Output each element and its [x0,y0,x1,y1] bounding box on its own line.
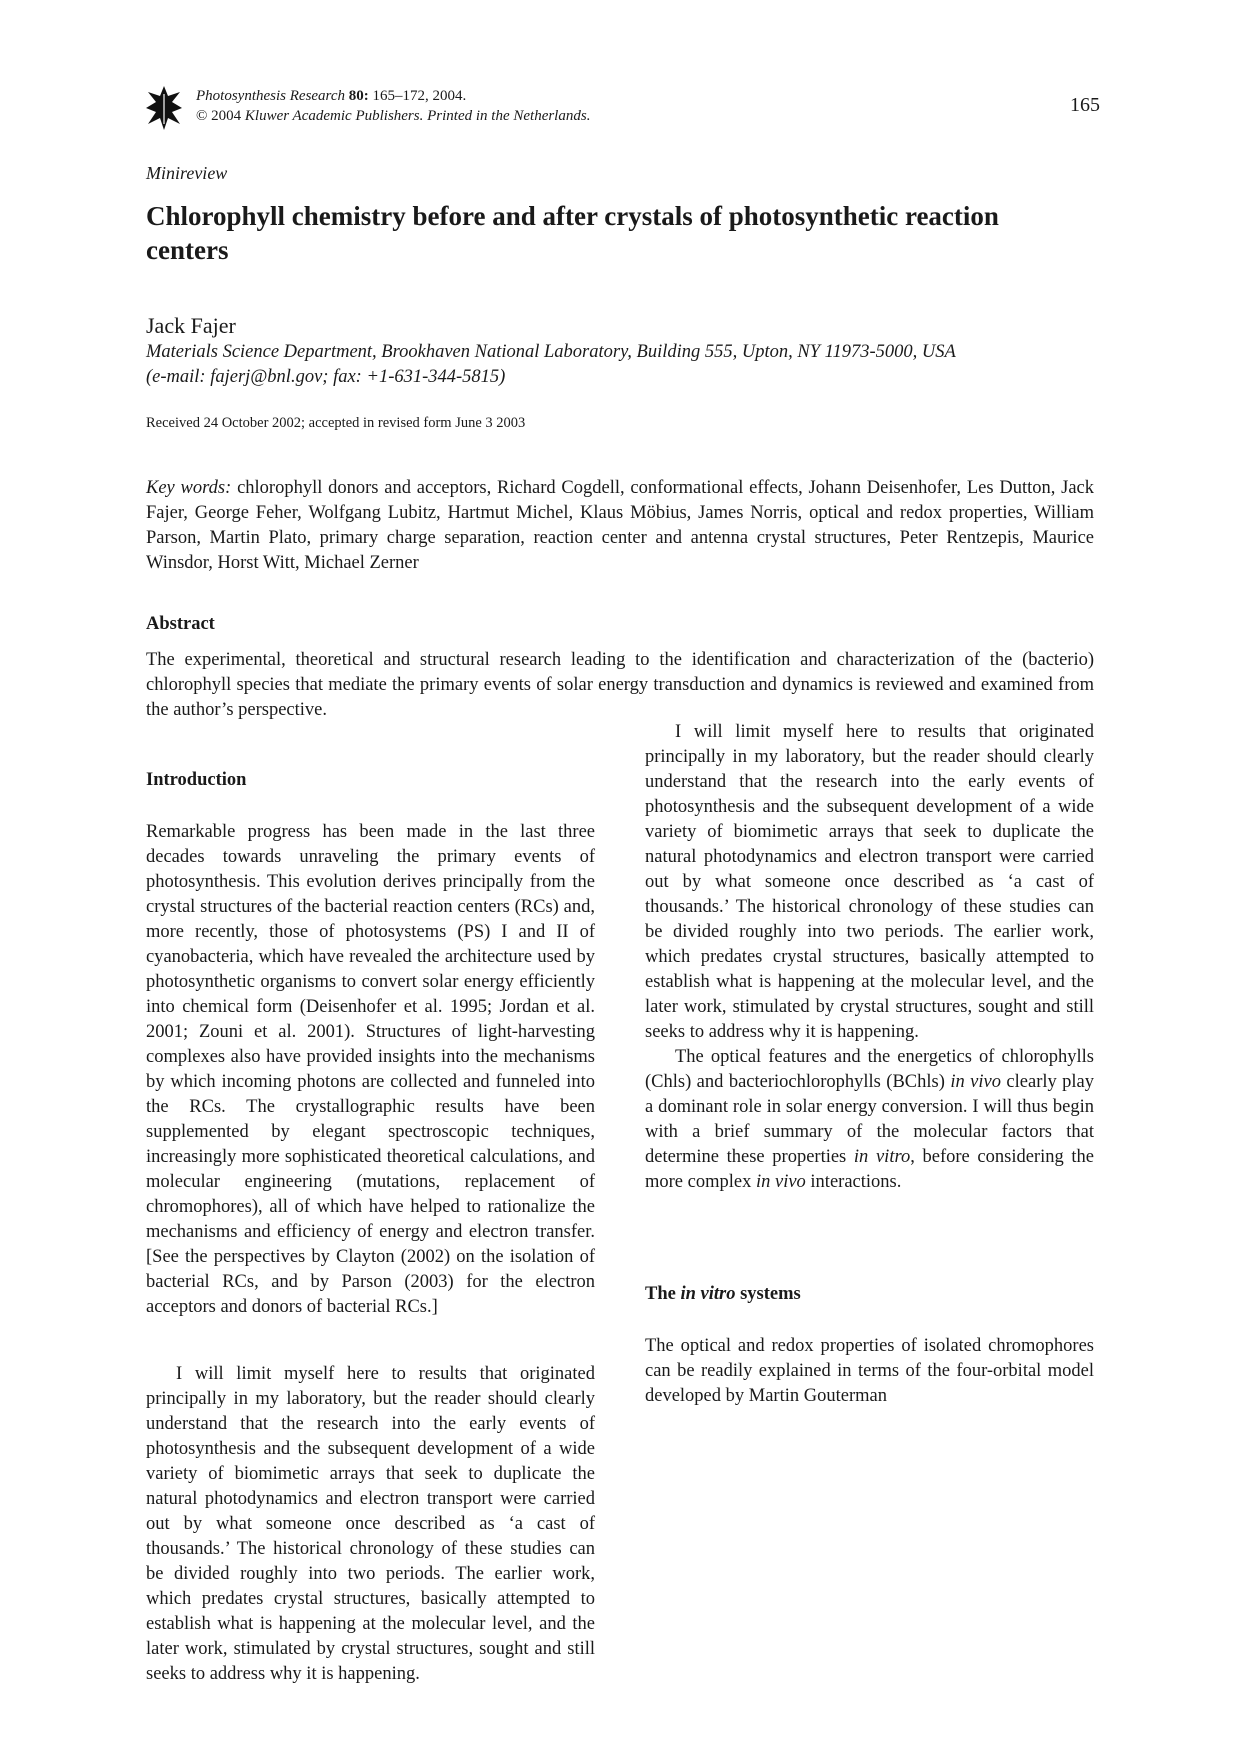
intro-paragraph-2: I will limit myself here to results that originated principally in my laboratory, but the reader should clearly understand that the research into the early events of photosynthesis and the subsequent development of a wide variety of biomimetic arrays that seek to duplicate the natural photodynamics and electron transport were carried out by what someone once described as ‘a cast of thousands.’ The historical chronology of these studies can be divided roughly into two periods. The earlier work, which predates crystal structures, basically attempted to establish what is happening at the molecular level, and the later work, stimulated by crystal structures, sought and still seeks to address why it is happening. [146,1364,595,1684]
article-title: Chlorophyll chemistry before and after crystals of photosynthetic reaction centers [146,201,999,265]
keywords [146,476,1094,576]
left-column-tail [146,1362,595,1684]
intro-paragraph-3: The optical features and the energetics of chlorophylls (Chls) and bacteriochlorophylls (BChls) in vivo clearly play a dominant role in solar energy conversion. I will thus begin with a brief summary of the molecular factors that determine these properties in vitro, before considering the more complex in vivo interactions. [645,1047,1095,1192]
invitro-paragraph-1: The optical and redox properties of isolated chromophores can be readily explained in terms of the four-orbital model developed by Martin Gouterman [645,1336,1094,1406]
journal-pages-year: 165–172, 2004. [372,88,467,104]
right-column-p3 [645,1045,1094,1245]
abstract-text: The experimental, theoretical and structural research leading to the identification and characterization of the (bacterio) chlorophyll species that mediate the primary events of solar energy transduction and dynamics is reviewed and examined from the author’s perspective. [146,650,1094,720]
abstract-heading: Abstract [146,614,215,634]
intro-heading: Introduction [146,770,247,790]
copyright-symbol: © [196,108,208,124]
keywords-list: chlorophyll donors and acceptors, Richard Cogdell, conformational effects, Johann Deisenhofer, Les Dutton, Jack Fajer, George Feher, Wolfgang Lubitz, Hartmut Michel, Klaus Möbius, James Norris, optical and redox properties, William Parson, Martin Plato, primary charge separation, reaction center and antenna crystal structures, Peter Rentzepis, Maurice Winsdor, Horst Witt, Michael Zerner [146,478,1095,573]
invitro-heading: The in vitro systems [645,1284,801,1304]
received-dates: Received 24 October 2002; accepted in revised form June 3 2003 [146,415,526,431]
author-affiliation [146,340,1094,390]
copyright-year: 2004 [211,108,242,124]
section-label: Minireview [146,163,228,183]
left-column [146,820,595,1416]
journal-citation [196,86,590,126]
journal-name: Photosynthesis Research [196,88,345,104]
affiliation-address: Materials Science Department, Brookhaven National Laboratory, Building 555, Upton, NY 11973-5000, USA [146,342,956,362]
printed-note: Printed in the Netherlands. [427,108,591,124]
publisher-logo [146,86,182,130]
right-column-top [645,722,1094,1045]
page-number: 165 [1070,94,1100,116]
intro-paragraph-1: Remarkable progress has been made in the last three decades towards unraveling the primary events of photosynthesis. This evolution derives principally from the crystal structures of the bacterial reaction centers (RCs) and, more recently, those of photosystems (PS) I and II of cyanobacteria, which have revealed the architecture used by photosynthetic organisms to convert solar energy efficiently into chemical form (Deisenhofer et al. 1995; Jordan et al. 2001; Zouni et al. 2001). Structures of light-harvesting complexes also have provided insights into the mechanisms by which incoming photons are collected and funneled into the RCs. The crystallographic results have been supplemented by elegant spectroscopic techniques, increasingly more sophisticated theoretical calculations, and molecular engineering (mutations, replacement of chromophores), all of which have helped to rationalize the mechanisms and efficiency of energy and electron transfer. [See the perspectives by Clayton (2002) on the isolation of bacterial RCs, and by Parson (2003) for the electron acceptors and donors of bacterial RCs.] [146,822,595,1317]
publisher-name: Kluwer Academic Publishers. [244,108,424,124]
keywords-label: Key words: [146,478,232,498]
journal-volume: 80: [348,88,369,104]
affiliation-contact: (e-mail: fajerj@bnl.gov; fax: +1-631-344-5815) [146,367,506,387]
intro-paragraph-2-continued: I will limit myself here to results that originated principally in my laboratory, but the reader should clearly understand that the research into the early events of photosynthesis and the subsequent development of a wide variety of biomimetic arrays that seek to duplicate the natural photodynamics and electron transport were carried out by what someone once described as ‘a cast of thousands.’ The historical chronology of these studies can be divided roughly into two periods. The earlier work, which predates crystal structures, basically attempted to establish what is happening at the molecular level, and the later work, stimulated by crystal structures, sought and still seeks to address why it is happening. [645,722,1094,1042]
author-name: Jack Fajer [146,313,236,338]
